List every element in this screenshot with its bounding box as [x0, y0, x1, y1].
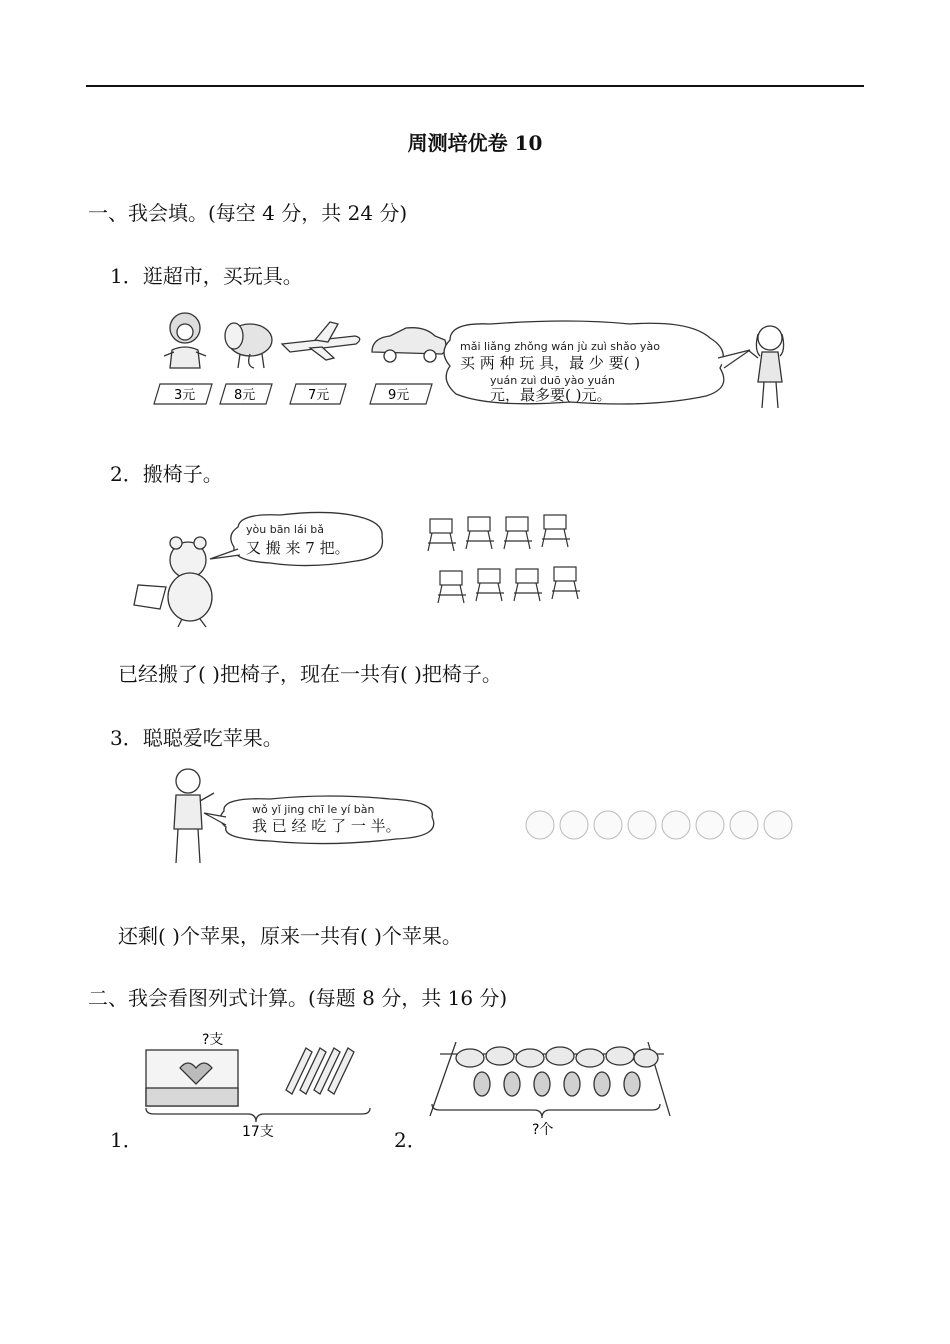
q2-label: 2．搬椅子。 [110, 462, 223, 486]
q2-illustration [120, 505, 600, 635]
car-icon [372, 328, 446, 362]
q1-pinyin-1: mǎi liǎng zhǒng wán jù zuì shǎo yào [460, 340, 660, 353]
section1-heading: 一、我会填。(每空 4 分，共 24 分) [88, 201, 408, 225]
apple-group [526, 811, 792, 839]
s2-p2-brace [432, 1104, 660, 1118]
price-2: 8元 [234, 388, 256, 403]
elephant-icon [225, 323, 272, 368]
apple-icon [526, 811, 554, 839]
chair-icon [514, 569, 542, 601]
q3-bubble-text: 我 已 经 吃 了 一 半。 [252, 817, 401, 835]
q1-illustration [150, 310, 800, 420]
apple-icon [594, 811, 622, 839]
s2-p1-top-label: ?支 [202, 1032, 224, 1048]
apple-icon [662, 811, 690, 839]
apple-icon [764, 811, 792, 839]
top-rule [86, 85, 864, 87]
pencils-icon [286, 1048, 354, 1094]
q2-bubble-text: 又 搬 来 7 把。 [246, 539, 350, 557]
chair-icon [552, 567, 580, 599]
apple-icon [730, 811, 758, 839]
chair-icon [428, 519, 456, 551]
chair-icon [542, 515, 570, 547]
apple-icon [628, 811, 656, 839]
chair-icon [476, 569, 504, 601]
price-1: 3元 [174, 388, 196, 403]
q3-label: 3．聪聪爱吃苹果。 [110, 726, 283, 750]
chair-icon [438, 571, 466, 603]
boy-icon [174, 769, 214, 863]
girl-icon [748, 326, 784, 408]
s2-p2-illustration [420, 1036, 680, 1146]
s2-p2-number: 2． [394, 1128, 427, 1152]
q3-illustration [160, 765, 800, 875]
s2-p1-illustration [140, 1028, 380, 1143]
apple-icon [560, 811, 588, 839]
chair-icon [466, 517, 494, 549]
s2-p1-number: 1． [110, 1128, 143, 1152]
q2-answer-line: 已经搬了( )把椅子，现在一共有( )把椅子。 [118, 662, 502, 686]
q1-bubble-text-1: 买 两 种 玩 具，最 少 要( ) [460, 354, 641, 372]
bear-icon [134, 537, 212, 627]
chair-icon [504, 517, 532, 549]
s2-p1-bottom-label: 17支 [242, 1124, 274, 1140]
s2-p2-bottom-label: ?个 [532, 1122, 554, 1138]
s2-p1-brace [146, 1108, 370, 1122]
q1-label: 1．逛超市，买玩具。 [110, 264, 303, 288]
pencil-box-icon [146, 1050, 238, 1106]
q1-pinyin-2: yuán zuì duō yào yuán [490, 374, 615, 387]
doll-icon [164, 313, 206, 368]
airplane-icon [282, 322, 360, 360]
price-3: 7元 [308, 388, 330, 403]
q2-pinyin: yòu bān lái bǎ [246, 523, 324, 536]
price-4: 9元 [388, 388, 410, 403]
apple-icon [696, 811, 724, 839]
page-title: 周测培优卷 10 [407, 131, 543, 155]
section2-heading: 二、我会看图列式计算。(每题 8 分，共 16 分) [88, 986, 508, 1010]
q3-answer-line: 还剩( )个苹果，原来一共有( )个苹果。 [118, 924, 462, 948]
q3-pinyin: wǒ yǐ jing chī le yí bàn [252, 803, 375, 816]
gourd-trellis-icon [430, 1042, 670, 1116]
q1-bubble-text-2: 元，最多要( )元。 [490, 386, 612, 404]
